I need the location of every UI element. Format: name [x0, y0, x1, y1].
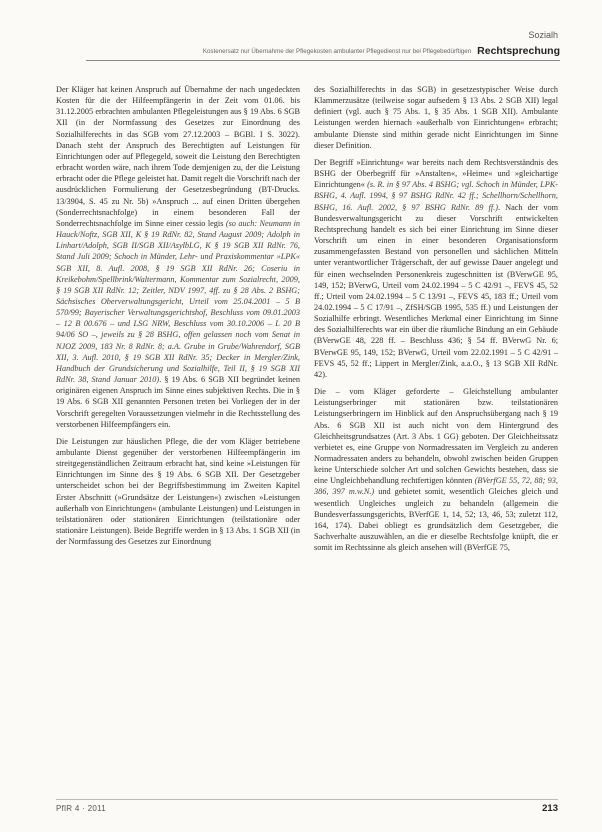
header-section-title: Rechtsprechung	[477, 45, 560, 57]
paragraph-text-cont: und gebietet somit, wesentlich Gleiches gleich und wesentlich Ungleiches ungleich zu behandeln (allgemein die Bundesverfassungsgerichts, BVerfGE 1, 14, 52; 13, 46, 53; zuletzt 112, 164, 174). Dabei obliegt es grundsätzlich dem Gesetzgeber, die Sachverhalte auszuwählen, an die er dieselbe Rechtsfolge knüpft, die er somit im Rechtssinne als gleich ansehen will (BVerfGE 75,	[314, 487, 558, 553]
paragraph	[314, 157, 558, 380]
paragraph-text: Der Begriff »Einrichtung« war bereits nach dem Rechtsverständnis des BSHG der Oberbegriff für »Anstalten«, »Heime« und »gleichartige Einrichtungen«	[314, 157, 558, 190]
header-divider	[86, 60, 560, 61]
paragraph-text-cont: . § 19 Abs. 6 SGB XII begründet keinen originären eigenen Anspruch im Sinne eines subjektiven Rechts. Die in § 19 Abs. 6 SGB XII genannten Personen treten bei Vorliegen der in der Vorschrift geregelten Voraussetzungen vielmehr in die Rechtsstellung des verstorbenen Hilfeempfängers ein.	[56, 375, 300, 429]
right-column	[314, 84, 558, 559]
section-running-label: Sozialh	[528, 30, 558, 40]
left-column	[56, 84, 300, 553]
paragraph-text: Der Kläger hat keinen Anspruch auf Übernahme der nach ungedeckten Kosten für die der Hilfeempfängerin in der Zeit vom 01.06. bis 31.12.2005 erbrachten ambulanten Pflegeleistungen aus § 19 Abs. 6 SGB XII (in der Normfassung des Gesetzes zur Einordnung des Sozialhilferechts in das SGB vom 27.12.2003 – BGBl. I S. 3022). Danach steht der Anspruch des Berechtigten auf Leistungen für Einrichtungen oder auf Pflegegeld, soweit die Leistung den Berechtigten erbracht worden wäre, nach ihrem Tode demjenigen zu, der die Leistung erbracht oder die Pflege geleistet hat. Damit regelt die Vorschrift nach der ausdrücklichen Formulierung der Gesetzesbegründung (BT-Drucks. 13/3904, S. 45 zu Nr. 5b) »Anspruch ... auf einen Dritten übergehen (Sonderrechtsnachfolge) in einem besonderen Fall der Sonderrechtsnachfolge im Sinne einer cessio legis	[56, 85, 300, 228]
page-header	[86, 43, 560, 59]
paragraph-text-cont: . Nach der vom Bundesverwaltungsgericht zu dieser Vorschrift entwickelten Rechtsprechung handelt es sich bei einer Einrichtung im Sinne dieser Vorschrift um einen in einer besonderen Organisationsform zusammengefassten Bestand von personellen und sächlichen Mitteln unter verantwortlicher Trägerschaft, der auf gewisse Dauer angelegt und für einen wechselnden Personenkreis zugeschnitten ist (BVerwGE 95, 149, 152; BVerwG, Urteil vom 24.02.1994 – 5 C 42/91 –, FEVS 45, 52 ff.; Urteil vom 24.02.1994 – 5 C 13/91 –, FEVS 45, 183 ff.; Urteil vom 24.02.1994 – 5 C 17/91 –, ZfSH/SGB 1995, 535 ff.) und Leistungen der Sozialhilfe erbringt. Wesentliches Merkmal einer Einrichtung im Sinne des Sozialhilferechts war ein über die räumliche Bindung an ein Gebäude (BVerwGE 48, 228 ff. – Beschluss 436; § 54 ff. BVerwG Nr. 6; BVerwGE 95, 149, 152; BVerwG, Urteil vom 22.02.1991 – 5 C 42/91 – FEVS 45, 52 ff.; Lippert in Mergler/Zink, a.a.O., § 13 SGB XII RdNr. 42).	[314, 202, 559, 379]
paragraph	[56, 436, 300, 548]
header-subtitle: Kostenersatz nur Übernahme der Pflegekosten ambulanter Pflegedienst nur bei Pflegebedürftigen	[202, 47, 472, 55]
citation: (so auch: Neumann in Hauck/Noftz, SGB XII, K § 19 RdNr. 82, Stand August 2009; Adolph in Linhart/Adolph, SGB II/SGB XII/AsylbLG, K § 19 SGB XII RdNr. 76, Stand Juli 2009; Schoch in Münder, Lehr- und Praxiskommentar »LPK« SGB XII, 8. Aufl. 2008, § 19 SGB XII RdNr. 26; Coseriu in Kreikebohm/Spellbrink/Waltermann, Kommentar zum Sozialrecht, 2009, § 19 SGB XII RdNr. 12; Zeitler, NDV 1997, 4ff. zu § 28 Abs. 2 BSHG; Sächsisches Oberverwaltungsgericht, Urteil vom 25.04.2001 – 5 B 570/99; Bayerischer Verwaltungsgerichtshof, Beschluss vom 09.01.2003 – 12 B 00.676 – und LSG NRW, Beschluss vom 30.10.2006 – L 20 B 94/06 SO –, jeweils zu § 28 BSHG, offen gelassen noch vom Senat in NJOZ 2009, 183 Nr. 8 RdNr. 8; a.A. Grube in Grube/Wahrendorf, SGB XII, 3. Aufl. 2010, § 19 SGB XII RdNr. 35; Decker in Mergler/Zink, Handbuch der Grundsicherung und Sozialhilfe, Teil II, § 19 SGB XII RdNr. 38, Stand Januar 2010)	[56, 218, 301, 385]
paragraph-text: des Sozialhilferechts in das SGB) in gesetzestypischer Weise durch Klammerzusätze (teilweise sogar aufsedem § 13 Abs. 2 SGB XII) legal definiert (vgl. auch § 75 Abs. 1, § 35 Abs. 1 SGB XII). Ambulante Leistungen werden hiernach »außerhalb von Einrichtungen« erbracht; ambulante Dienste sind mithin gerade nicht Einrichtungen im Sinne dieser Definition.	[314, 85, 558, 150]
page-footer	[56, 801, 558, 815]
citation: (BVerfGE 55, 72, 88; 93, 386, 397 m.w.N.)	[314, 476, 558, 497]
paragraph	[56, 84, 300, 430]
paragraph-text: Die – vom Kläger geforderte – Gleichstellung ambulanter Leistungserbringer mit stationären bzw. teilstationären Leistungserbringern im Hinblick auf den Anspruchsübergang nach § 19 Abs. 6 SGB XII ist auch nicht von dem Hintergrund des Gleichheitsgrundsatzes (Art. 3 Abs. 1 GG) geboten. Der Gleichheitssatz verbietet es, eine Gruppe von Normadressaten im Vergleich zu anderen Normadressaten anders zu behandeln, obwohl zwischen beiden Gruppen keine Unterschiede solcher Art und solchen Gewichts bestehen, dass sie eine Ungleichbehandlung rechtfertigen könnten	[314, 387, 558, 486]
paragraph	[314, 84, 558, 151]
page-number: 213	[542, 802, 558, 814]
paragraph	[314, 386, 558, 553]
paragraph-text: Die Leistungen zur häuslichen Pflege, die der vom Kläger betriebene ambulante Dienst gegenüber der verstorbenen Hilfeempfängerin im streitgegenständlichen Zeitraum erbracht hat, sind keine »Leistungen für Einrichtungen im Sinne des § 19 Abs. 6 SGB XII. Der Gesetzgeber unterscheidet schon bei der Begriffsbestimmung im Zweiten Kapitel Erster Abschnitt (»Grundsätze der Leistungen«) zwischen »Leistungen außerhalb von Einrichtungen« (ambulante Leistungen) und Leistungen in teilstationären oder stationären Einrichtungen (teilstationäre oder stationäre Leistungen). Beide Begriffe werden in § 13 Abs. 1 SGB XII (in der Normfassung des Gesetzes zur Einordnung	[56, 436, 300, 547]
footer-journal-issue: PflR 4 · 2011	[56, 803, 106, 813]
citation: (s. R. in § 97 Abs. 4 BSHG; vgl. Schoch in Münder, LPK-BSHG, 4. Aufl. 1994, § 97 BSHG RdNr. 42 ff.; Schellhorn/Schellhorn, BSHG, 16. Aufl. 2002, § 97 BSHG RdNr. 89 ff.)	[314, 180, 558, 212]
footer-divider	[56, 799, 558, 800]
